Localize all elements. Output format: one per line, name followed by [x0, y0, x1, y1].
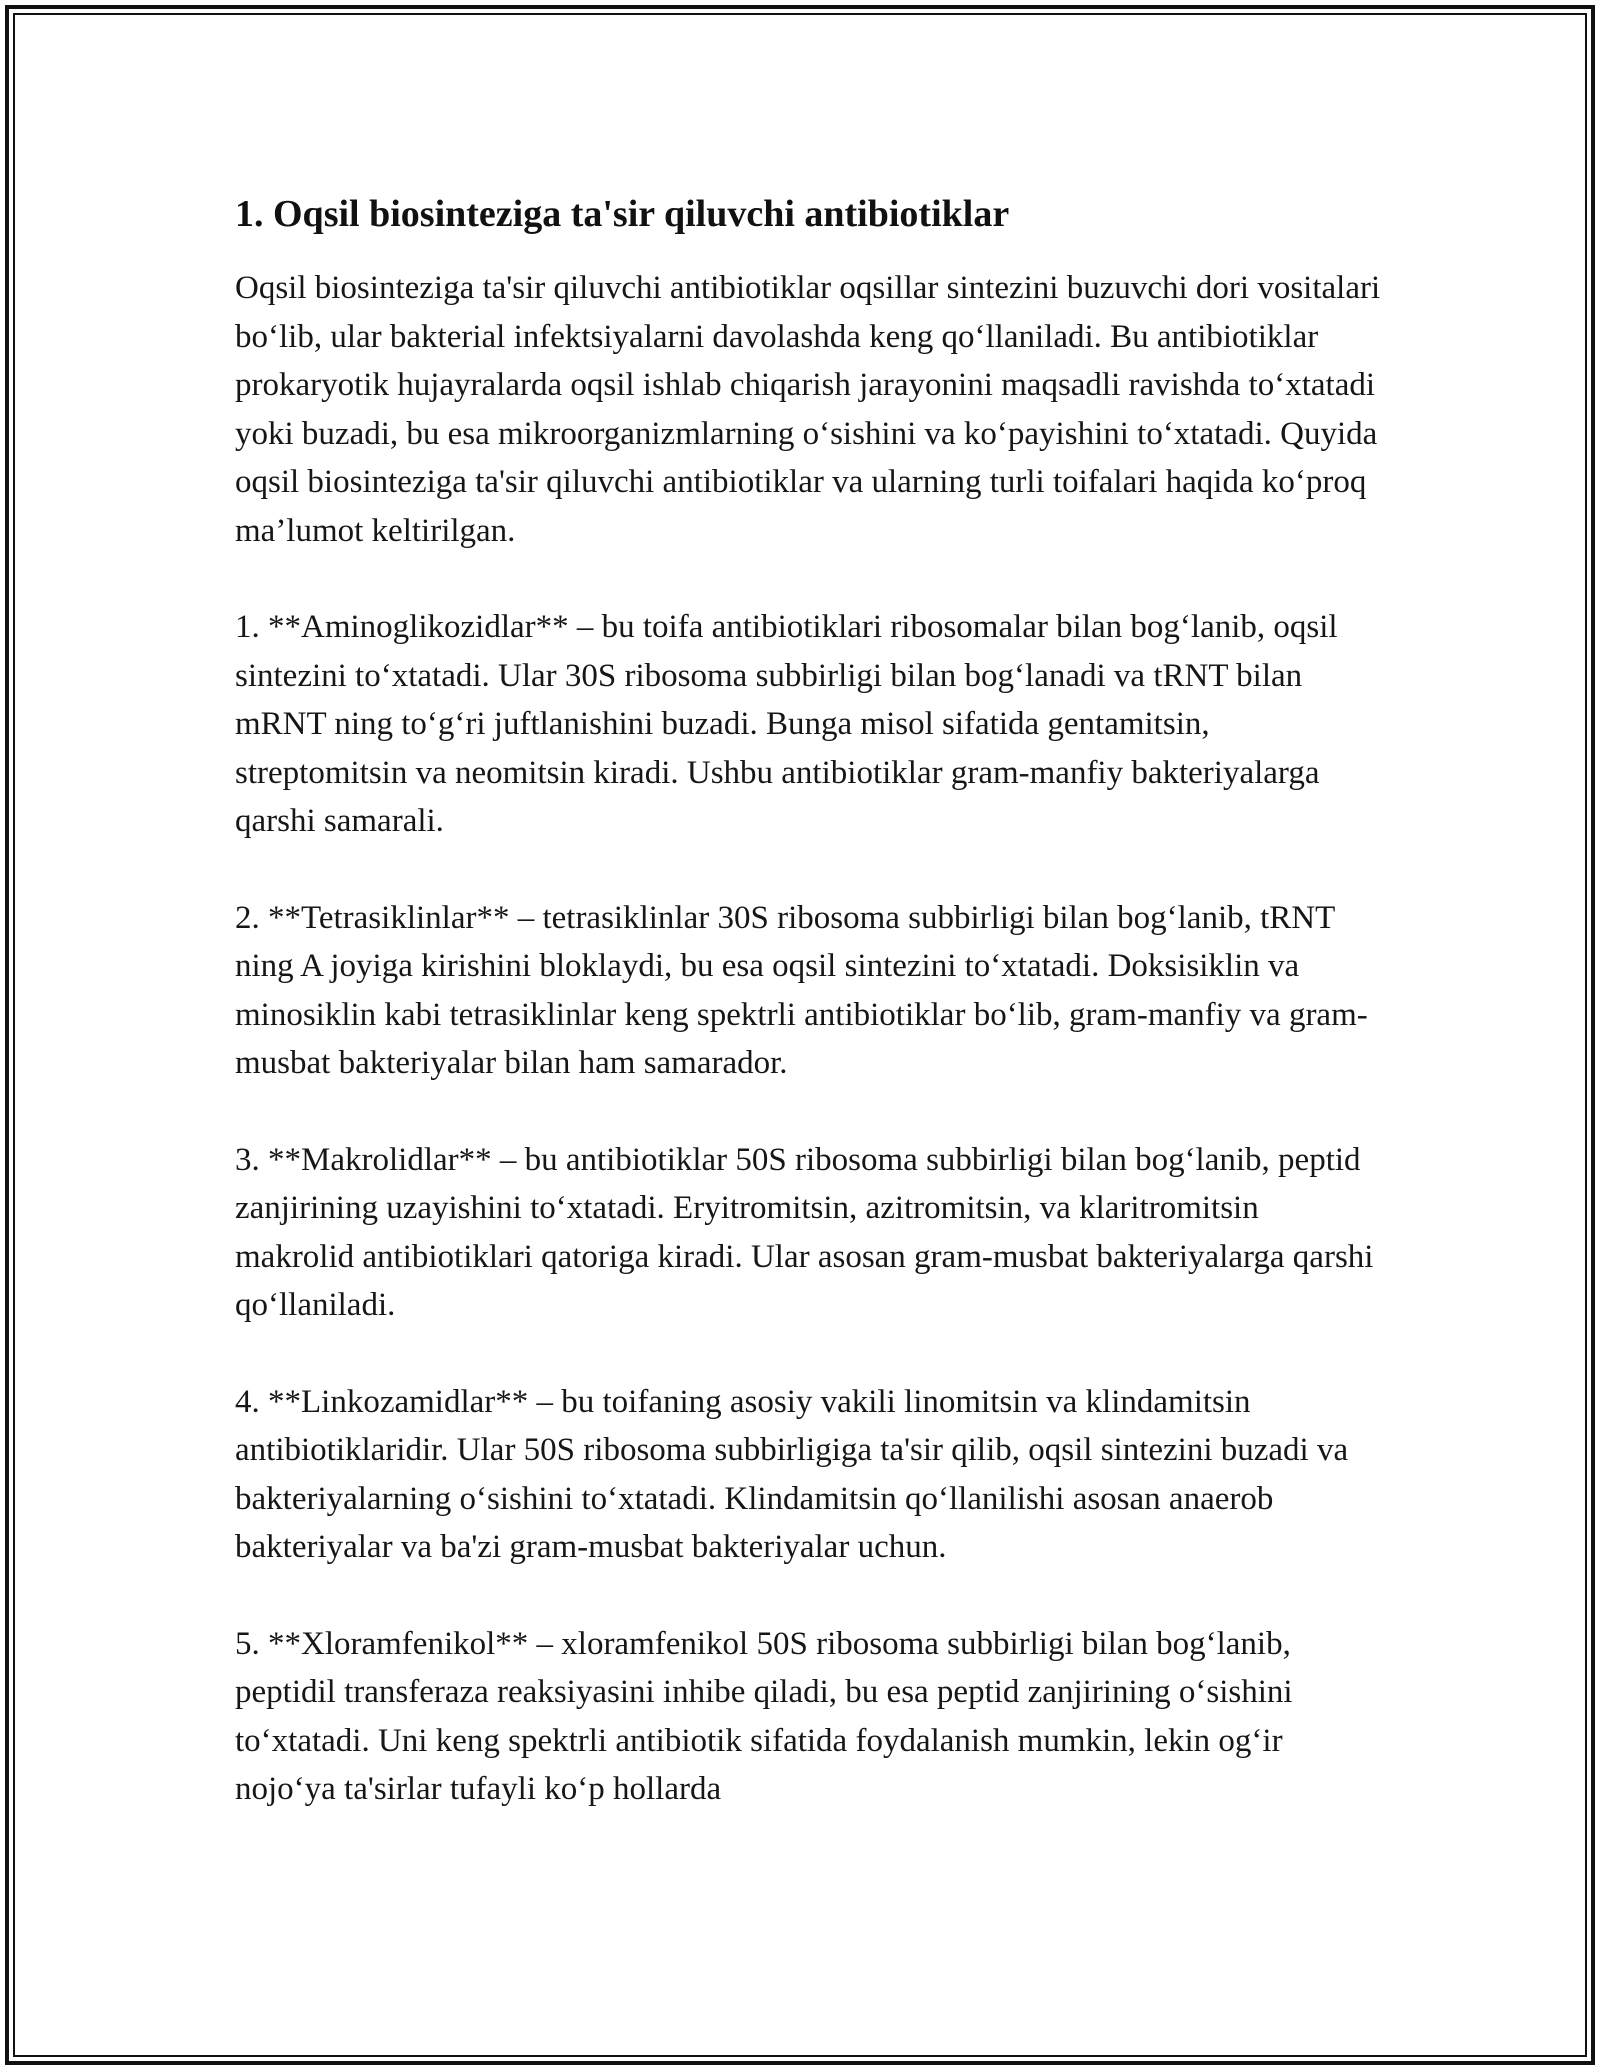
list-item-xloramfenikol: 5. **Xloramfenikol** – xloramfenikol 50S ribosoma subbirligi bilan bog‘lanib, peptidil transferaza reaksiyasini inhibe qiladi, bu esa peptid zanjirining o‘sishini to‘xtatadi. Uni keng spektrli antibiotik sifatida foydalanish mumkin, lekin og‘ir nojo‘ya ta'sirlar tufayli ko‘p hollarda — [235, 1625, 1293, 1807]
list-item-makrolidlar: 3. **Makrolidlar** – bu antibiotiklar 50S ribosoma subbirligi bilan bog‘lanib, peptid zanjirining uzayishini to‘xtatadi. Eryitromitsin, azitromitsin, va klaritromitsin makrolid antibiotiklari qatoriga kiradi. Ular asosan gram-musbat bakteriyalarga qarshi qo‘llaniladi. — [235, 1141, 1374, 1323]
document-body — [235, 188, 1385, 1862]
list-item-aminoglikozidlar: 1. **Aminoglikozidlar** – bu toifa antibiotiklari ribosomalar bilan bog‘lanib, oqsil sintezini to‘xtatadi. Ular 30S ribosoma subbirligi bilan bog‘lanadi va tRNT bilan mRNT ning to‘g‘ri juftlanishini buzadi. Bunga misol sifatida gentamitsin, streptomitsin va neomitsin kiradi. Ushbu antibiotiklar gram-manfiy bakteriyalarga qarshi samarali. — [235, 609, 1338, 839]
list-item-linkozamidlar: 4. **Linkozamidlar** – bu toifaning asosiy vakili linomitsin va klindamitsin antibiotiklaridir. Ular 50S ribosoma subbirligiga ta'sir qilib, oqsil sintezini buzadi va bakteriyalarning o‘sishini to‘xtatadi. Klindamitsin qo‘llanilishi asosan anaerob bakteriyalar va ba'zi gram-musbat bakteriyalar uchun. — [235, 1383, 1349, 1565]
intro-paragraph: Oqsil biosinteziga ta'sir qiluvchi antibiotiklar oqsillar sintezini buzuvchi dori vositalari bo‘lib, ular bakterial infektsiyalarni davolashda keng qo‘llaniladi. Bu antibiotiklar prokaryotik hujayralarda oqsil ishlab chiqarish jarayonini maqsadli ravishda to‘xtatadi yoki buzadi, bu esa mikroorganizmlarning o‘sishini va ko‘payishini to‘xtatadi. Quyida oqsil biosinteziga ta'sir qiluvchi antibiotiklar va ularning turli toifalari haqida ko‘proq ma’lumot keltirilgan. — [235, 270, 1381, 549]
section-heading: 1. Oqsil biosinteziga ta'sir qiluvchi antibiotiklar — [235, 193, 1010, 235]
list-item-tetrasiklinlar: 2. **Tetrasiklinlar** – tetrasiklinlar 30S ribosoma subbirligi bilan bog‘lanib, tRNT ning A joyiga kirishini bloklaydi, bu esa oqsil sintezini to‘xtatadi. Doksisiklin va minosiklin kabi tetrasiklinlar keng spektrli antibiotiklar bo‘lib, gram-manfiy va gram-musbat bakteriyalar bilan ham samarador. — [235, 899, 1368, 1081]
